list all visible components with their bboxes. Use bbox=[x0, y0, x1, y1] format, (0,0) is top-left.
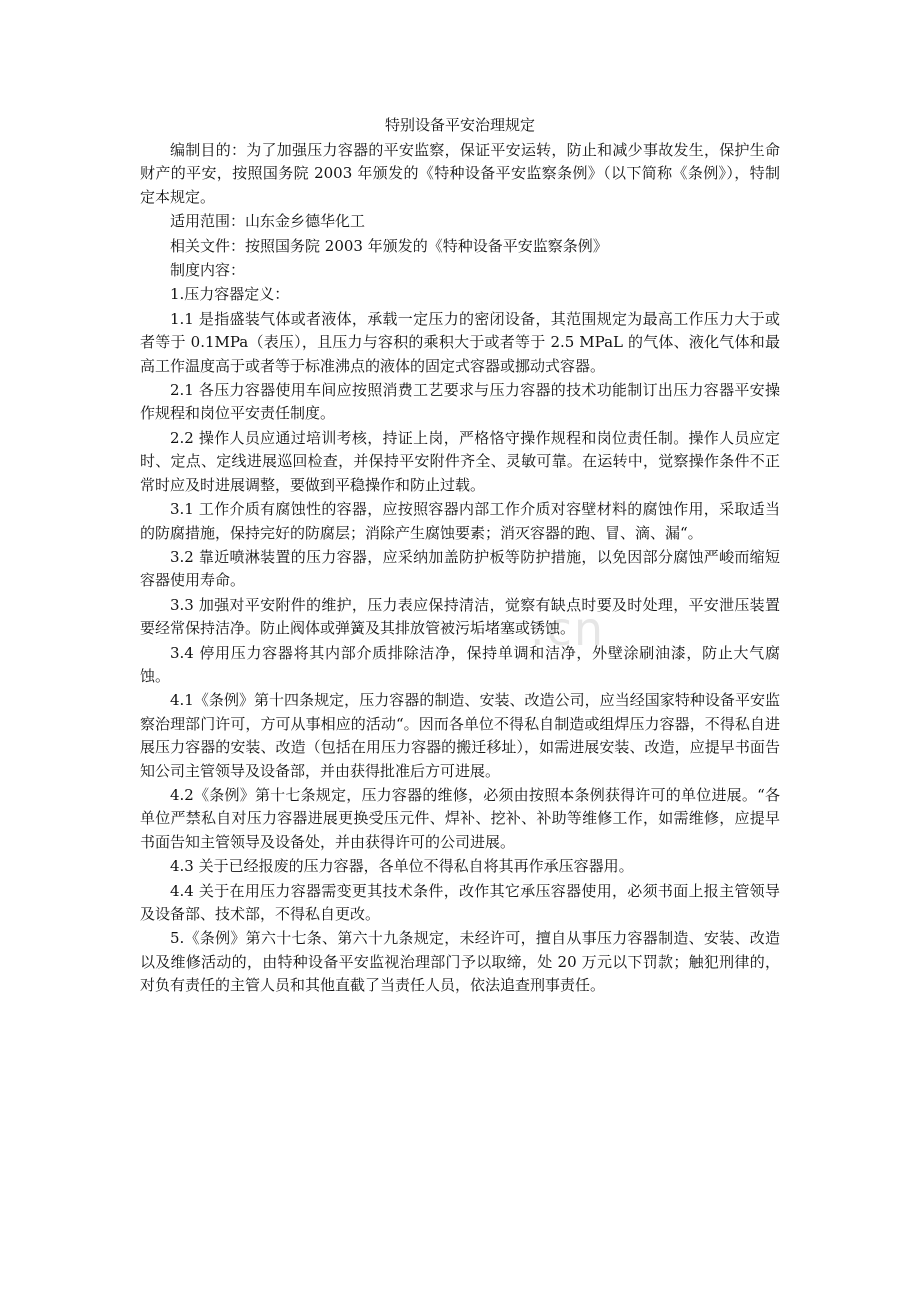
paragraph-3-4: 3.4 停用压力容器将其内部介质排除洁净，保持单调和洁净，外壁涂刷油漆，防止大气腐蚀。 bbox=[140, 643, 780, 685]
paragraph-3-1: 3.1 工作介质有腐蚀性的容器，应按照容器内部工作介质对容壁材料的腐蚀作用，采取适当的防腐措施，保持完好的防腐层；消除产生腐蚀要素；消灭容器的跑、冒、滴、漏“。 bbox=[140, 500, 780, 542]
paragraph-purpose: 编制目的：为了加强压力容器的平安监察，保证平安运转，防止和减少事故发生，保护生命财产的平安，按照国务院 2003 年颁发的《特种设备平安监察条例》（以下简称《条例》），特制定本规定。 bbox=[140, 141, 780, 206]
paragraph-5: 5.《条例》第六十七条、第六十九条规定，未经许可，擅自从事压力容器制造、安装、改造以及维修活动的，由特种设备平安监视治理部门予以取缔，处 20 万元以下罚款；触犯刑律的，对负有责任的主管人员和其他直截了当责任人员，依法追查刑事责任。 bbox=[140, 929, 780, 995]
paragraph-4-1: 4.1《条例》第十四条规定，压力容器的制造、安装、改造公司，应当经国家特种设备平安监察治理部门许可，方可从事相应的活动“。因而各单位不得私自制造或组焊压力容器，不得私自进展压力容器的安装、改造（包括在用压力容器的搬迁移址），如需进展安装、改造，应提早书面告知公司主管领导及设备部，并由获得批准后方可进展。 bbox=[140, 691, 780, 780]
paragraph-content-heading: 制度内容： bbox=[170, 261, 246, 280]
paragraph-scope: 适用范围：山东金乡德华化工 bbox=[170, 212, 366, 231]
paragraph-4-4: 4.4 关于在用压力容器需变更其技术条件，改作其它承压容器使用，必须书面上报主管领导及设备部、技术部，不得私自更改。 bbox=[140, 881, 780, 923]
document-title: 特别设备平安治理规定 bbox=[384, 116, 535, 134]
watermark: .cn bbox=[530, 602, 606, 656]
document-page bbox=[140, 113, 780, 999]
paragraph-2-1: 2.1 各压力容器使用车间应按照消费工艺要求与压力容器的技术功能制订出压力容器平安操作规程和岗位平安责任制度。 bbox=[140, 381, 780, 423]
paragraph-3-3: 3.3 加强对平安附件的维护，压力表应保持清洁，觉察有缺点时要及时处理，平安泄压装置要经常保持洁净。防止阀体或弹簧及其排放管被污垢堵塞或锈蚀。 bbox=[140, 595, 780, 638]
paragraph-1-1: 1.1 是指盛装气体或者液体，承载一定压力的密闭设备，其范围规定为最高工作压力大于或者等于 0.1MPa（表压），且压力与容积的乘积大于或者等于 2.5 MPaL 的气体、液化气体和最高工作温度高于或者等于标准沸点的液体的固定式容器或挪动式容器。 bbox=[140, 309, 780, 375]
paragraph-4-2: 4.2《条例》第十七条规定，压力容器的维修，必须由按照本条例获得许可的单位进展。“各单位严禁私自对压力容器进展更换受压元件、焊补、挖补、补助等维修工作，如需维修，应提早书面告知主管领导及设备处，并由获得许可的公司进展。 bbox=[140, 785, 780, 851]
paragraph-definition-heading: 1.压力容器定义： bbox=[170, 285, 290, 304]
paragraph-4-3: 4.3 关于已经报废的压力容器，各单位不得私自将其再作承压容器用。 bbox=[170, 857, 634, 876]
paragraph-2-2: 2.2 操作人员应通过培训考核，持证上岗，严格恪守操作规程和岗位责任制。操作人员应定时、定点、定线进展巡回检查，并保持平安附件齐全、灵敏可靠。在运转中，觉察操作条件不正常时应及时进展调整，要做到平稳操作和防止过载。 bbox=[140, 428, 780, 494]
paragraph-related-files: 相关文件：按照国务院 2003 年颁发的《特种设备平安监察条例》 bbox=[170, 236, 608, 255]
paragraph-3-2: 3.2 靠近喷淋装置的压力容器，应采纳加盖防护板等防护措施，以免因部分腐蚀严峻而缩短容器使用寿命。 bbox=[140, 547, 780, 590]
